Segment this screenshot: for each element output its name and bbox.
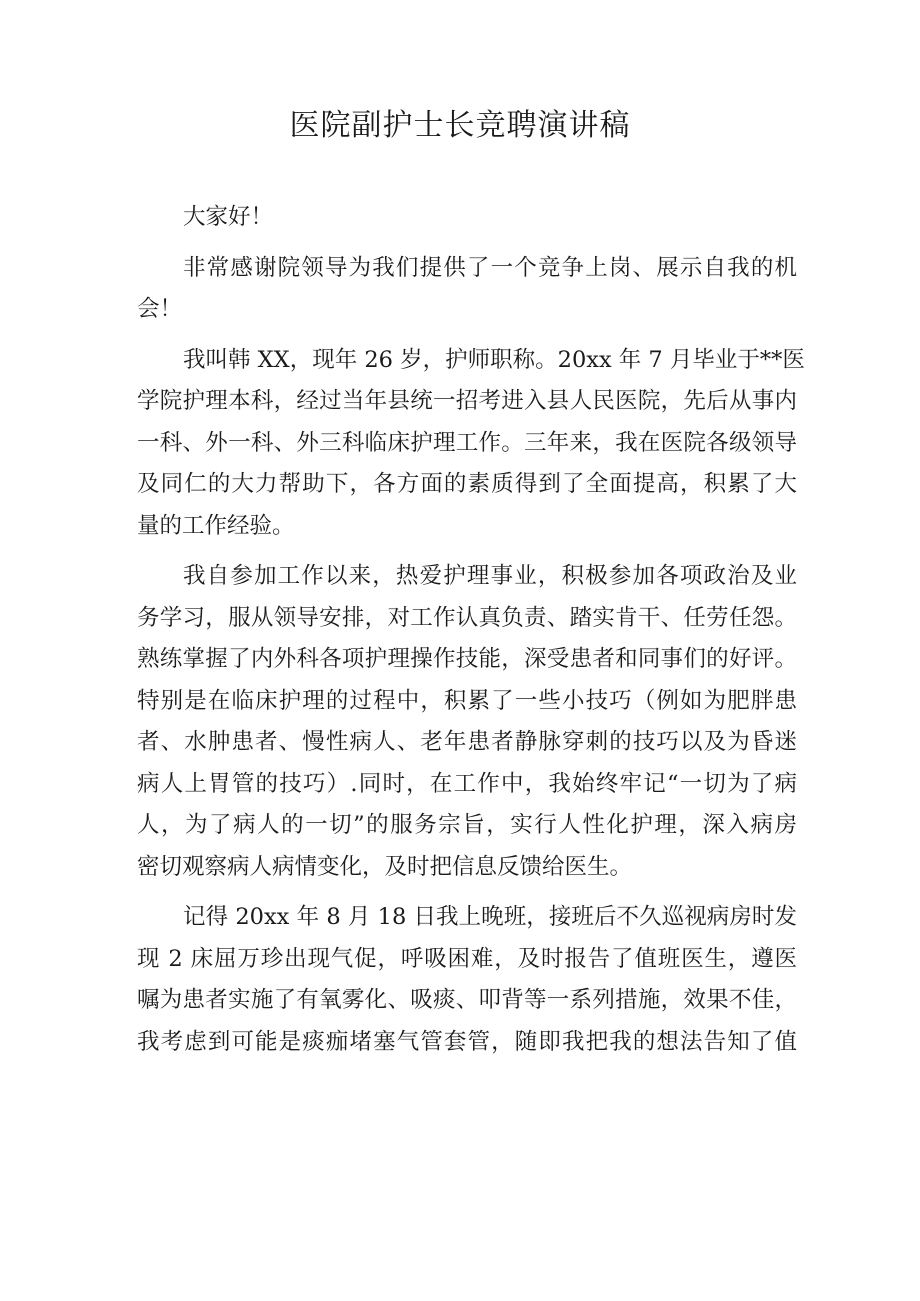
paragraph-line: 务学习，服从领导安排，对工作认真负责、踏实肯干、任劳任怨。	[137, 604, 797, 631]
paragraph-introduction	[137, 340, 805, 548]
document-title: 医院副护士长竞聘演讲稿	[289, 108, 631, 143]
paragraph-line: 非常感谢院领导为我们提供了一个竞争上岗、展示自我的机	[183, 254, 797, 281]
paragraph-line: 现 2 床屈万珍出现气促，呼吸困难，及时报告了值班医生，遵医	[137, 945, 797, 972]
paragraph-line: 人，为了病人的一切”的服务宗旨，实行人性化护理，深入病房	[137, 812, 797, 838]
paragraph-line: 我自参加工作以来，热爱护理事业，积极参加各项政治及业	[183, 563, 797, 589]
paragraph-line: 记得 20xx 年 8 月 18 日我上晚班，接班后不久巡视病房时发	[183, 904, 797, 930]
paragraph-line: 特别是在临床护理的过程中，积累了一些小技巧（例如为肥胖患	[137, 687, 797, 714]
paragraph-line: 学院护理本科，经过当年县统一招考进入县人民医院，先后从事内	[137, 388, 797, 414]
paragraph-line: 我叫韩 XX，现年 26 岁，护师职称。20xx 年 7 月毕业于**医	[183, 346, 805, 373]
paragraph-line: 一科、外一科、外三科临床护理工作。三年来，我在医院各级领导	[137, 429, 797, 456]
paragraph-line: 者、水肿患者、慢性病人、老年患者静脉穿刺的技巧以及为昏迷	[137, 729, 797, 755]
paragraph-line: 病人上胃管的技巧）.同时，在工作中，我始终牢记“一切为了病	[137, 770, 797, 797]
paragraph-line: 密切观察病人病情变化，及时把信息反馈给医生。	[137, 853, 633, 880]
paragraph-line: 量的工作经验。	[137, 512, 295, 539]
paragraph-line: 会！	[137, 296, 183, 322]
paragraph-greeting	[137, 197, 797, 239]
paragraph-thanks	[137, 248, 797, 331]
paragraph-line: 大家好！	[183, 204, 274, 230]
paragraph-line: 我考虑到可能是痰痂堵塞气管套管，随即我把我的想法告知了值	[137, 1028, 797, 1055]
paragraph-line: 嘱为患者实施了有氧雾化、吸痰、叩背等一系列措施，效果不佳，	[137, 987, 797, 1013]
document-body	[137, 197, 805, 1072]
paragraph-line: 熟练掌握了内外科各项护理操作技能，深受患者和同事们的好评。	[137, 646, 797, 672]
paragraph-line: 及同仁的大力帮助下，各方面的素质得到了全面提高，积累了大	[137, 471, 797, 497]
paragraph-night-shift-story	[137, 897, 797, 1063]
paragraph-work-experience	[137, 556, 797, 888]
